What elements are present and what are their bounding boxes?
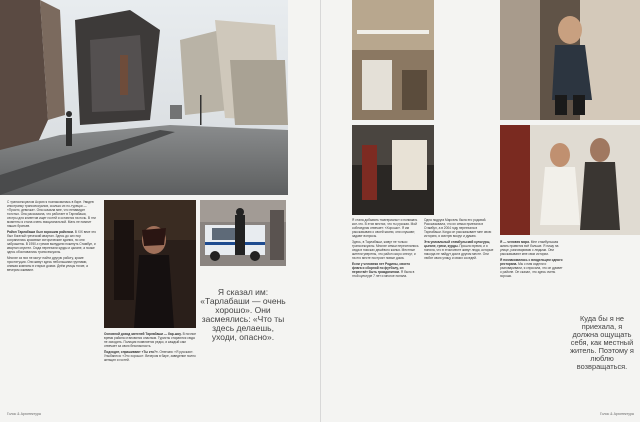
top-center-photo — [352, 0, 434, 120]
sub-bold-1: Основной доход жителей Тарлабаши — бар-шоу. — [104, 332, 182, 336]
sub-text-1: В ночное время района становится опасным. Туристы стараются сюда не заходить. Полиция появляется редко, и каждый сам отвечает за свою безопасность. — [104, 332, 197, 348]
top-right-photo — [500, 0, 640, 120]
right-col2-bold: Эта уникальный стамбульский культуры, цыгане, греки, курды. — [424, 240, 491, 248]
more-text: Многие из них не могут найти другую работу, кроме проституции. Они живут здесь небольшими группами, снимая комнаты в старых домах. Днём улицы тихие, а вечером оживают. — [7, 256, 88, 272]
sub-bold-2: Подходят, спрашивают «Ты кто?». — [104, 350, 159, 354]
middle-left-photo — [352, 125, 434, 215]
police-car-photo — [200, 200, 286, 266]
lead-bold: Район Тарлабаши был хорошим районом. — [7, 230, 74, 234]
middle-right-photo — [500, 125, 640, 235]
right-col3-bold-1: Я — человек мира. — [500, 240, 530, 244]
street-photo — [0, 0, 288, 195]
right-col1-text: Я стала добывать «материалы» и понимать кое-что. В этих местах, что ты русская. Мой собеседник отвечает: «Хорошо». Я им рассказываю о своей жизни, они слушают, задают вопросы. — [352, 218, 418, 238]
page-spine — [320, 0, 321, 422]
right-pull-quote: Куда бы я не приехала, я должна ощущать себя, как местный житель. Поэтому я люблю возвращаться. — [570, 314, 634, 371]
right-col1-bold: Если у человека нет Родины, своего флага и сборной по футболу, он перестаёт быть гражданином. — [352, 262, 411, 274]
right-col3-bold-2: Я познакомилась с владельцем одного ресторана. — [500, 258, 563, 266]
right-col2-text-b: Прошло время, и я поняла, что в этом месте живут люди, которые никогда не найдут дом в другом месте. Они любят свою улицу и своих соседей. — [424, 244, 494, 260]
right-col3-text-2: Мы с ним сидели и разговаривали, я спросила, что он думает о районе. Он сказал, что здесь очень хорошо. — [500, 262, 563, 278]
right-footer: Голос & Архитектура — [600, 412, 634, 416]
left-footer: Голос & Архитектура — [7, 412, 41, 416]
sub-text-2: Отвечаю: «Я русская». Улыбаются: «Это хорошо». Вечером в баре, заведение полно женщин и гостей. — [104, 350, 196, 362]
right-col1-text-c: Я была в этой культуре 7 лет и многое поняла. — [352, 270, 415, 278]
right-col3-text-1: Мне стамбульская жизнь нравится всё больше. Я пишу на улице, разговариваю с людьми. Они рассказывают мне свои истории. — [500, 240, 559, 256]
left-pull-quote: Я сказал им: «Тарлабаши — очень хорошо». Они засмеялись: «Что ты здесь делаешь, уходи, опасно». — [200, 287, 286, 342]
right-col2-text: Одна подруга Марсель была его родовой. Рассказывала, что их семья приехала в Стамбул, а в 2004 году переехала в Тарлабаши. Когда он рассказывает мне свою историю, я смотрю вокруг и думаю. — [424, 218, 492, 238]
intro-paragraph: С транссексуалом Асрою я познакомилась в баре. Увидев иностранку транссексуалов, сколько их по-турецки — «Прости, девочка». Она сказала мне, что ненавидит толстых. Она рассказала, что работает в Тарлабаши, сестры для клиентов ищет гостей и остаются на ночь. В эти моменты я стала очень эмоциональной. Мать не помнит наших братьев. — [7, 200, 96, 228]
woman-photo — [104, 200, 196, 328]
right-col1-text-b: Здесь, в Тарлабаши, живут не только транссексуалы. Многие семьи переселились сюда в поисках дешёвого жилья. Местные жители уверены, что район скоро снесут, и на его месте построят новые дома. — [352, 240, 419, 260]
lead-text: В XIX веке это был богатый греческий квартал. Здесь до сих пор сохранились красивые исторические здания, но они заброшены. В 1950-х греков вынудили покинуть Стамбул, и квартал опустел. Сюда переехали курды и цыгане, а позже здесь обосновались транссексуалы. — [7, 230, 97, 254]
